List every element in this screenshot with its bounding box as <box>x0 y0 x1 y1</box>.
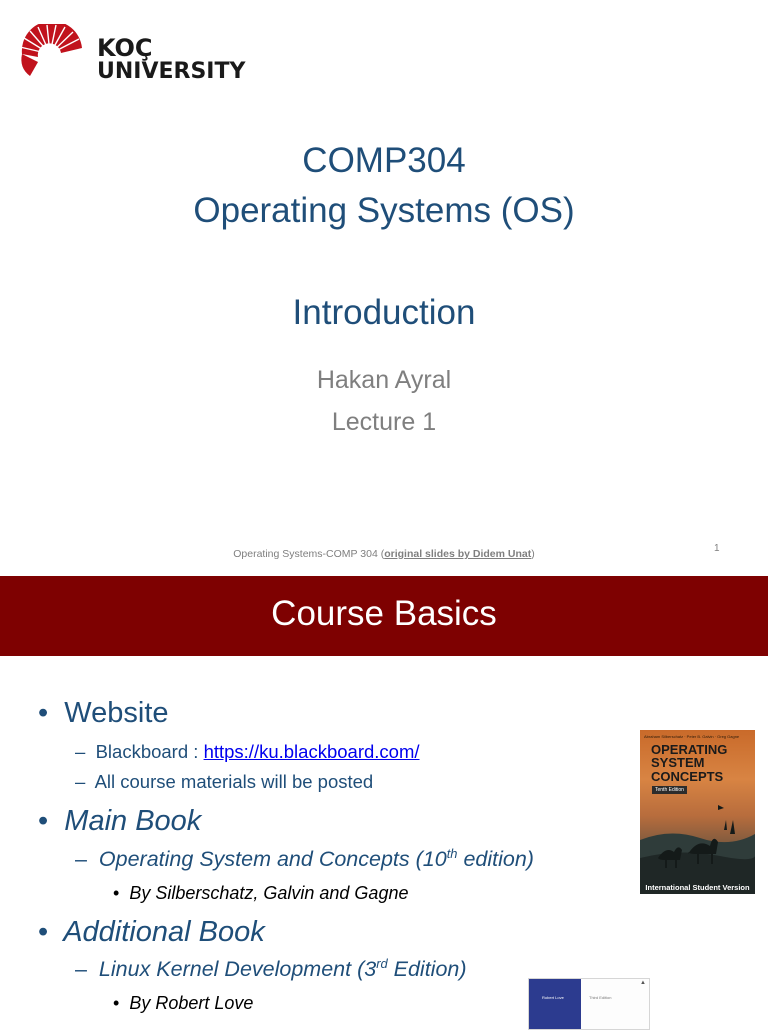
logo-line-koc: KOÇ <box>97 34 153 62</box>
materials-label: All course materials will be posted <box>94 771 374 792</box>
add-book-title-a: Linux Kernel Development (3 <box>98 957 377 981</box>
sub-bullet-blackboard <box>75 743 420 762</box>
main-book-title-a: Operating System and Concepts (10 <box>98 847 447 871</box>
book-title-line: OPERATING <box>651 742 728 757</box>
book-authors: Abraham Silberschatz · Peter B. Galvin · Greg Gagne <box>644 734 740 739</box>
scroll-up-icon: ▲ <box>640 980 646 986</box>
book-title-line: CONCEPTS <box>651 768 724 784</box>
add-book-title-sup: rd <box>376 955 388 971</box>
sub-bullet-main-book-title <box>75 845 534 871</box>
lecture-topic-title: Introduction <box>292 293 476 332</box>
bullet-additional-book <box>38 918 265 947</box>
book-version: International Student Version <box>645 883 750 892</box>
bullet-marker: • <box>38 805 49 837</box>
instructor-name: Hakan Ayral <box>316 366 452 394</box>
sub-sub-bullet-add-book-author <box>113 994 253 1012</box>
bullet-marker: • <box>38 697 49 729</box>
bullet-website-label: Website <box>64 697 169 729</box>
book-title <box>651 743 727 783</box>
dash-marker: – <box>75 741 86 762</box>
course-code-title: COMP304 <box>302 141 466 180</box>
os-concepts-book-cover <box>640 730 755 894</box>
book2-blue-panel <box>529 979 581 1029</box>
add-book-title-b: Edition) <box>387 957 467 981</box>
dash-marker: – <box>75 771 86 792</box>
footer-original-slides-link[interactable]: original slides by Didem Unat <box>384 548 532 560</box>
bullet-website <box>38 699 169 728</box>
bullet-additional-book-label: Additional Book <box>63 916 265 948</box>
blackboard-label: Blackboard : <box>95 741 204 762</box>
bullet-marker: • <box>113 993 120 1013</box>
bullet-main-book <box>38 807 201 836</box>
book2-left-text: Robert Love <box>542 995 564 1000</box>
sub-bullet-additional-book-title <box>75 955 467 981</box>
sub-bullet-materials <box>75 773 373 792</box>
linux-kernel-book-cover <box>528 978 650 1030</box>
course-name-title: Operating Systems (OS) <box>193 191 575 230</box>
lecture-number: Lecture 1 <box>331 408 437 436</box>
add-book-author: By Robert Love <box>129 993 254 1013</box>
sub-sub-bullet-main-book-authors <box>113 884 408 902</box>
slide-title: Course Basics <box>271 594 497 633</box>
dash-marker: – <box>75 847 87 871</box>
main-book-title-sup: th <box>446 845 458 861</box>
bullet-main-book-label: Main Book <box>64 805 202 837</box>
logo-line-university: UNIVERSITY <box>97 59 246 84</box>
page-number: 1 <box>714 543 720 554</box>
main-book-authors: By Silberschatz, Galvin and Gagne <box>129 883 409 903</box>
bullet-marker: • <box>38 916 49 948</box>
blackboard-link[interactable]: https://ku.blackboard.com/ <box>203 741 420 762</box>
koc-university-logo-icon <box>16 24 84 85</box>
book-title-line: SYSTEM <box>651 755 705 771</box>
slide-footer <box>0 548 768 560</box>
main-book-title-b: edition) <box>457 847 534 871</box>
footer-text: Operating Systems-COMP 304 ( <box>233 548 385 560</box>
book-edition-badge: Tenth Edition <box>652 786 687 794</box>
footer-close-paren: ) <box>531 548 535 560</box>
bullet-marker: • <box>113 883 120 903</box>
book2-right-text: Third Edition <box>589 995 612 1000</box>
logo-wordmark <box>97 36 245 83</box>
dash-marker: – <box>75 957 87 981</box>
